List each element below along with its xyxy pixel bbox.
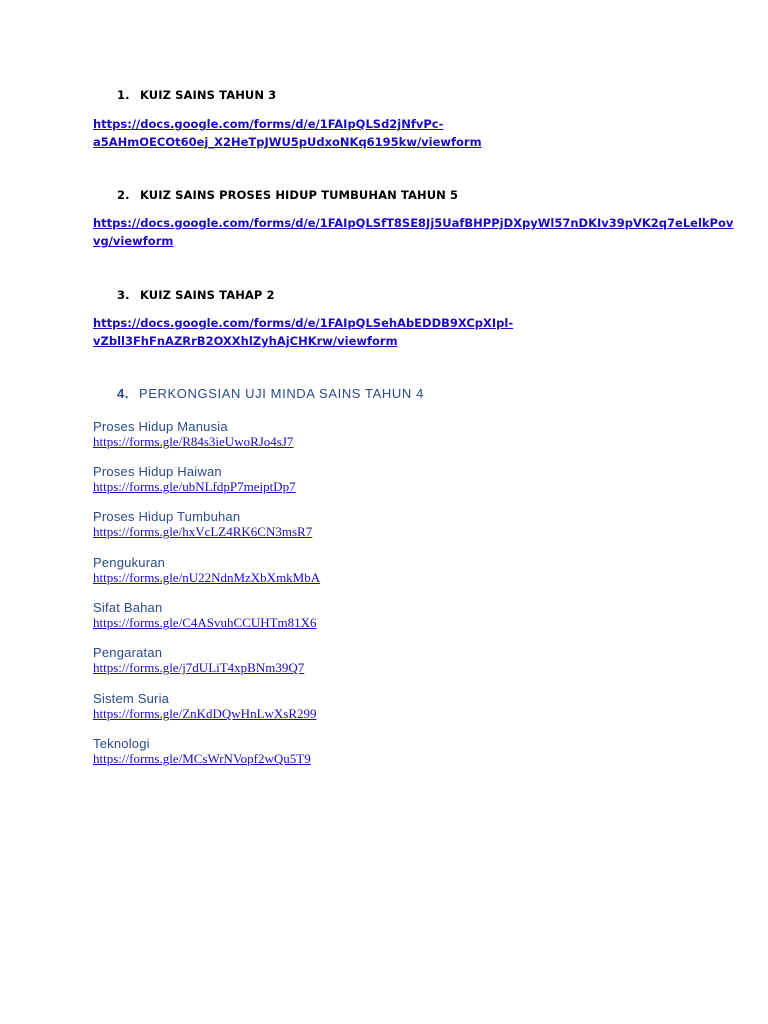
link-line: https://docs.google.com/forms/d/e/1FAIpQLSehAbEDDB9XCpXIpl- [93,316,514,330]
quiz-entry [93,464,296,495]
entry-title: Sistem Suria [93,691,170,706]
entry-title: Proses Hidup Haiwan [93,464,222,479]
entry-title: Sifat Bahan [93,600,163,615]
section-link-3[interactable] [93,314,513,350]
link-line: https://docs.google.com/forms/d/e/1FAIpQLSd2jNfvPc- [93,117,444,131]
quiz-entry [93,691,317,722]
entry-link[interactable]: https://forms.gle/hxVcLZ4RK6CN3msR7 [93,524,313,539]
quiz-entry [93,555,320,586]
entry-link[interactable]: https://forms.gle/C4ASvuhCCUHTm81X6 [93,615,317,630]
entry-title: Pengaratan [93,645,163,660]
link-line: https://docs.google.com/forms/d/e/1FAIpQLSfT8SE8Jj5UafBHPPjDXpyWl57nDKIv39pVK2q7eLelkPov [93,216,734,230]
entry-link[interactable]: https://forms.gle/R84s3ieUwoRJo4sJ7 [93,434,294,449]
entry-link[interactable]: https://forms.gle/ubNLfdpP7meiptDp7 [93,479,296,494]
section-heading-4 [117,386,424,401]
entry-title: Teknologi [93,736,150,751]
entry-link[interactable]: https://forms.gle/j7dULiT4xpBNm39Q7 [93,660,305,675]
link-line: vZbll3FhFnAZRrB2OXXhlZyhAjCHKrw/viewform [93,334,398,348]
section-number: 2. [117,188,130,202]
quiz-entry [93,509,312,540]
section-heading-1 [117,88,276,102]
entry-title: Pengukuran [93,555,166,570]
section-link-2[interactable] [93,214,733,250]
entry-link[interactable]: https://forms.gle/MCsWrNVopf2wQu5T9 [93,751,311,766]
section-number: 3. [117,288,130,302]
entry-link[interactable]: https://forms.gle/ZnKdDQwHnLwXsR299 [93,706,317,721]
link-line: a5AHmOECOt60ej_X2HeTpJWU5pUdxoNKq6195kw/viewform [93,135,482,149]
link-line: vg/viewform [93,234,174,248]
section-title: KUIZ SAINS PROSES HIDUP TUMBUHAN TAHUN 5 [140,188,459,202]
section-title: KUIZ SAINS TAHAP 2 [140,288,275,302]
section-heading-3 [117,288,275,302]
section-link-1[interactable] [93,115,482,151]
quiz-entry [93,736,311,767]
entry-title: Proses Hidup Manusia [93,419,228,434]
section-number: 4. [117,386,130,401]
quiz-entry [93,419,293,450]
entry-title: Proses Hidup Tumbuhan [93,509,241,524]
section-number: 1. [117,88,130,102]
section-title: PERKONGSIAN UJI MINDA SAINS TAHUN 4 [139,386,424,401]
quiz-entry [93,645,304,676]
entry-link[interactable]: https://forms.gle/nU22NdnMzXbXmkMbA [93,570,321,585]
quiz-entry [93,600,317,631]
section-title: KUIZ SAINS TAHUN 3 [140,88,277,102]
section-heading-2 [117,188,458,202]
